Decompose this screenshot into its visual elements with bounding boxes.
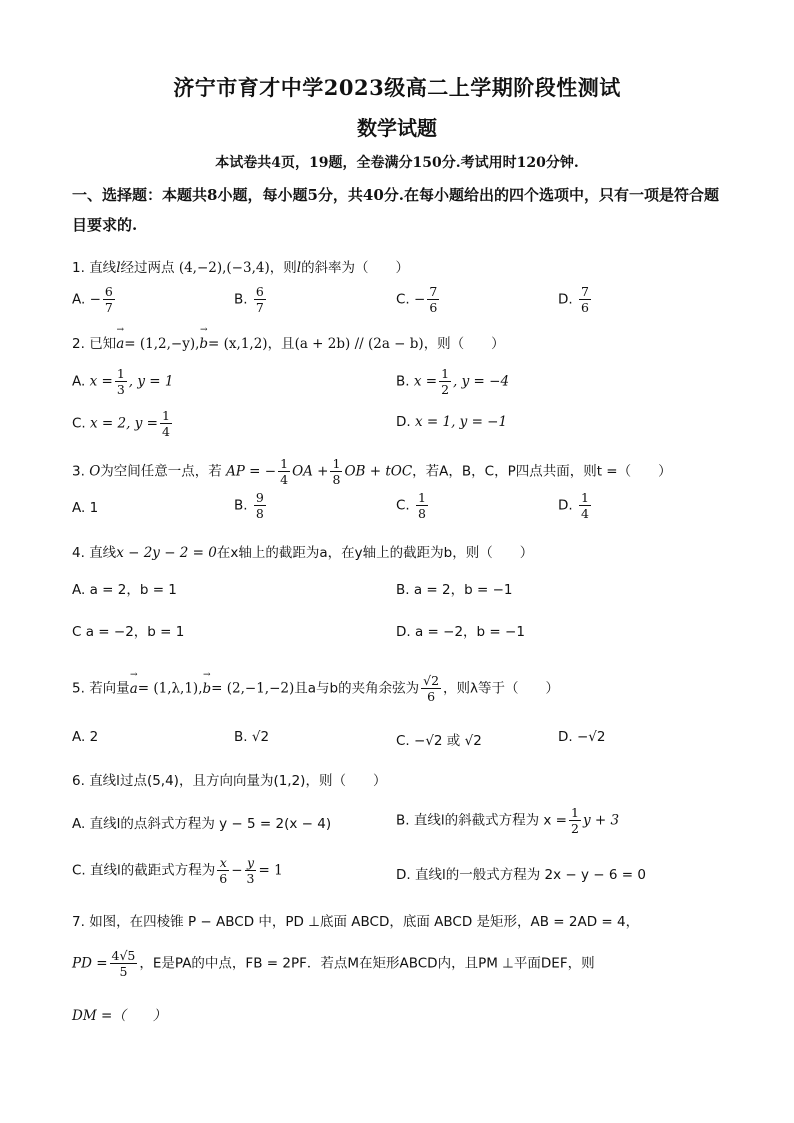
question-6: 6. 直线l过点(5,4)，且方向向量为(1,2)，则（ ） xyxy=(72,773,387,789)
q6-option-b[interactable]: B. 直线l的斜截式方程为 x = $\frac{1}{2}$ y + 3 xyxy=(396,805,620,836)
question-7-line2: PD = $\frac{4√5}{5}$ ，E是PA的中点，FB = 2PF．若点M在矩形ABCD内，且PM ⊥平面DEF，则 xyxy=(72,948,595,979)
subject-title: 数学试题 xyxy=(357,116,437,140)
section-heading: 一、选择题：本题共8小题，每小题5分，共40分.在每小题给出的四个选项中，只有一项是符合题目要求的. xyxy=(72,186,719,234)
q1-option-a[interactable]: A. − $\frac{6}{7}$ xyxy=(72,284,113,315)
question-2: 2. 已知→ a= (1,2,−y),→ b= (x,1,2)，且(a + 2b) // (2a − b)，则（ ） xyxy=(72,332,505,352)
question-4: 4. 直线x − 2y − 2 = 0在x轴上的截距为a，在y轴上的截距为b，则（ ） xyxy=(72,545,534,561)
question-7-line3: DM =（ ） xyxy=(72,1008,167,1024)
q6-option-c[interactable]: C. 直线l的截距式方程为 $\frac{x}{6}$ − $\frac{y}{3}$ = 1 xyxy=(72,855,283,886)
question-7: 7. 如图，在四棱锥 P − ABCD 中，PD ⊥底面 ABCD，底面 ABCD 是矩形，AB = 2AD = 4， xyxy=(72,914,640,930)
q1-number: 1. xyxy=(72,260,85,276)
q6-option-a[interactable]: A. 直线l的点斜式方程为 y − 5 = 2(x − 4) xyxy=(72,816,332,832)
q4-option-c[interactable]: C a = −2，b = 1 xyxy=(72,624,185,640)
q4-option-d[interactable]: D. a = −2，b = −1 xyxy=(396,624,525,640)
q5-option-d[interactable]: D. −√2 xyxy=(558,729,606,745)
question-5: 5. 若向量→ a= (1,λ,1),→ b= (2,−1,−2)且a与b的夹角余弦为 $\frac{√2}{6}$ ，则λ等于（ ） xyxy=(72,673,559,704)
q2-option-d[interactable]: D. x = 1, y = −1 xyxy=(396,414,508,430)
q3-option-a[interactable]: A. 1 xyxy=(72,500,99,516)
q2-option-b[interactable]: B. x = $\frac{1}{2}$ , y = −4 xyxy=(396,366,510,397)
q4-option-b[interactable]: B. a = 2，b = −1 xyxy=(396,582,513,598)
question-3: 3. O为空间任意一点，若 AP = − $\frac{1}{4}$ OA + $\frac{1}{8}$ OB + tOC，若A，B，C，P四点共面，则t =（ ） xyxy=(72,456,672,487)
q4-option-a[interactable]: A. a = 2，b = 1 xyxy=(72,582,177,598)
q1-option-b[interactable]: B. $\frac{6}{7}$ xyxy=(234,284,264,315)
question-1: 1. 直线l经过两点 (4,−2),(−3,4)，则l的斜率为（ ） xyxy=(72,260,410,276)
q1-option-c[interactable]: C. − $\frac{7}{6}$ xyxy=(396,284,438,315)
q6-option-d[interactable]: D. 直线l的一般式方程为 2x − y − 6 = 0 xyxy=(396,867,646,883)
q5-option-b[interactable]: B. √2 xyxy=(234,729,270,745)
q1-points: (4,−2),(−3,4) xyxy=(178,260,270,276)
q5-option-c[interactable]: C. −√2 或 √2 xyxy=(396,733,482,749)
q2-option-a[interactable]: A. x = $\frac{1}{3}$ , y = 1 xyxy=(72,366,174,397)
q1-option-d[interactable]: D. $\frac{7}{6}$ xyxy=(558,284,589,315)
exam-title: 济宁市育才中学2023级高二上学期阶段性测试 xyxy=(173,75,621,100)
q5-option-a[interactable]: A. 2 xyxy=(72,729,99,745)
q2-option-c[interactable]: C. x = 2, y = $\frac{1}{4}$ xyxy=(72,408,170,439)
q3-option-b[interactable]: B. $\frac{9}{8}$ xyxy=(234,490,264,521)
exam-instructions: 本试卷共4页，19题，全卷满分150分.考试用时120分钟. xyxy=(215,155,579,171)
q3-option-d[interactable]: D. $\frac{1}{4}$ xyxy=(558,490,589,521)
q3-option-c[interactable]: C. $\frac{1}{8}$ xyxy=(396,490,426,521)
